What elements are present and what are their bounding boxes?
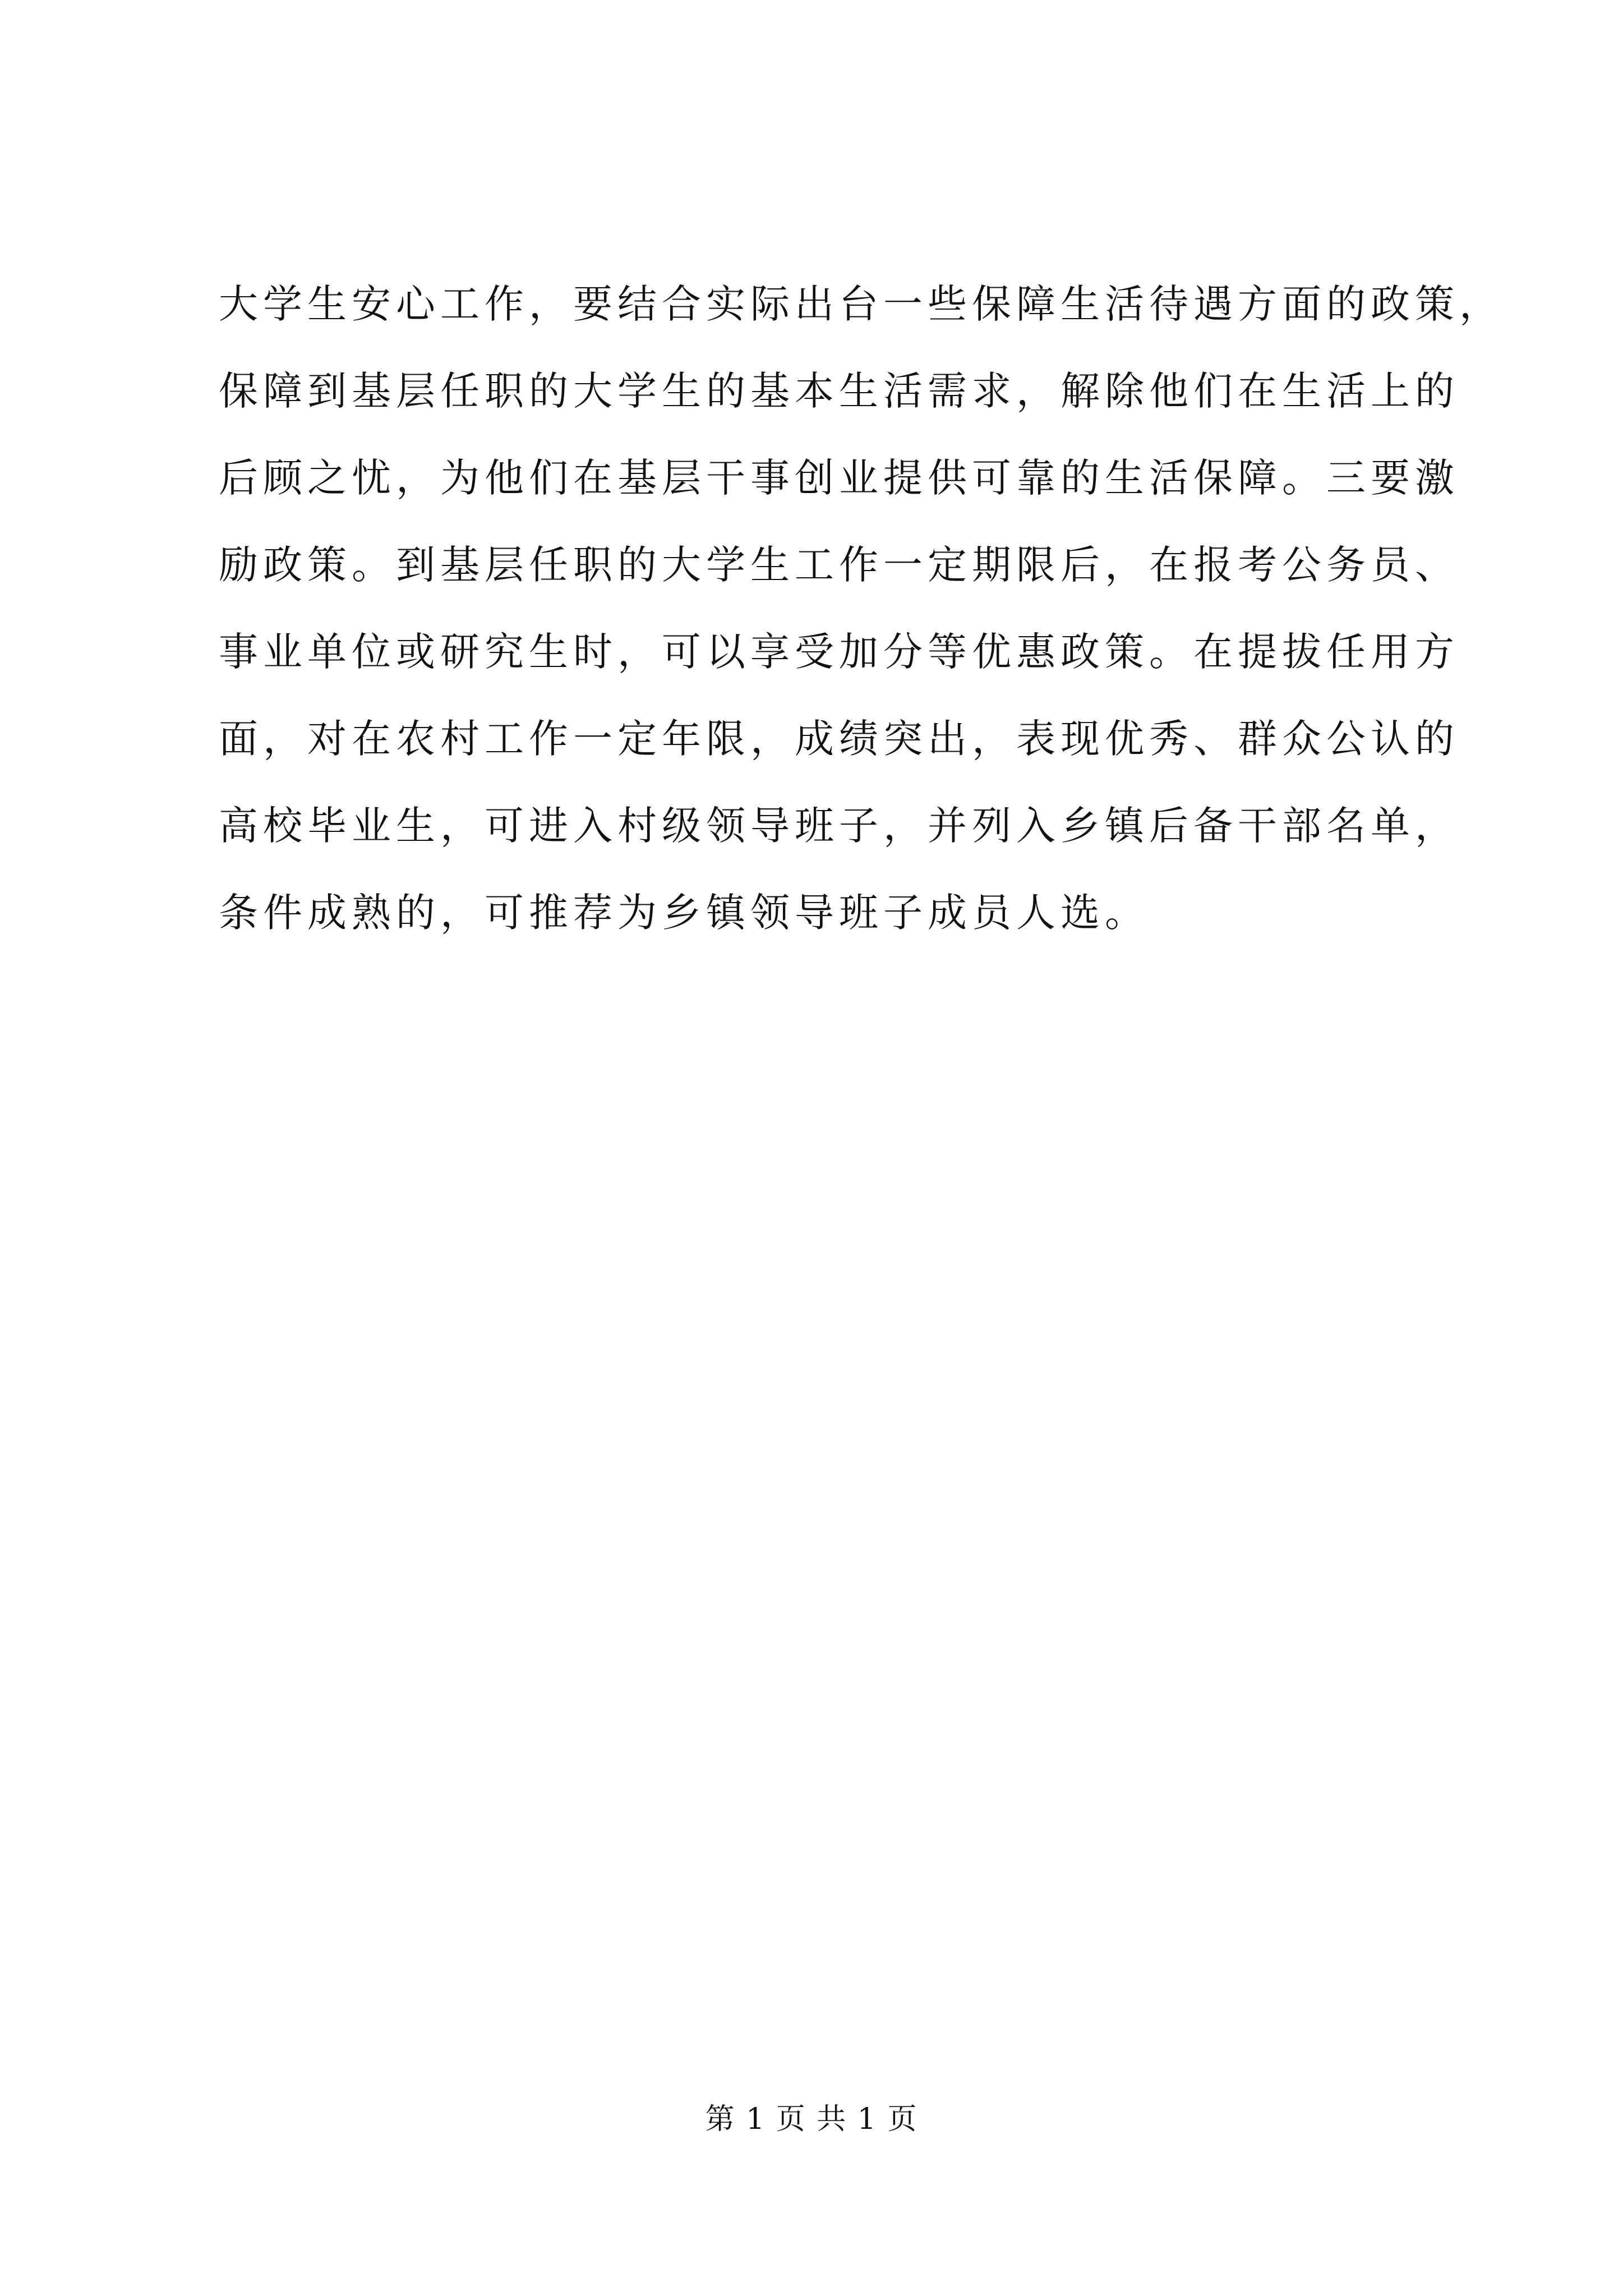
paragraph-line: 面，对在农村工作一定年限，成绩突出，表现优秀、群众公认的 [219,716,1459,762]
paragraph-line: 励政策。到基层任职的大学生工作一定期限后，在报考公务员、 [219,542,1459,588]
body-paragraph [219,261,1504,956]
paragraph-line: 事业单位或研究生时，可以享受加分等优惠政策。在提拔任用方 [219,629,1459,675]
paragraph-line: 条件成熟的，可推荐为乡镇领导班子成员人选。 [219,890,1149,936]
paragraph-line: 大学生安心工作，要结合实际出台一些保障生活待遇方面的政策， [219,281,1504,327]
paragraph-line: 高校毕业生，可进入村级领导班子，并列入乡镇后备干部名单， [219,803,1459,849]
paragraph-line: 后顾之忧，为他们在基层干事创业提供可靠的生活保障。三要激 [219,455,1459,501]
paragraph-line: 保障到基层任职的大学生的基本生活需求，解除他们在生活上的 [219,368,1459,414]
page-footer: 第 1 页 共 1 页 [705,2102,918,2136]
